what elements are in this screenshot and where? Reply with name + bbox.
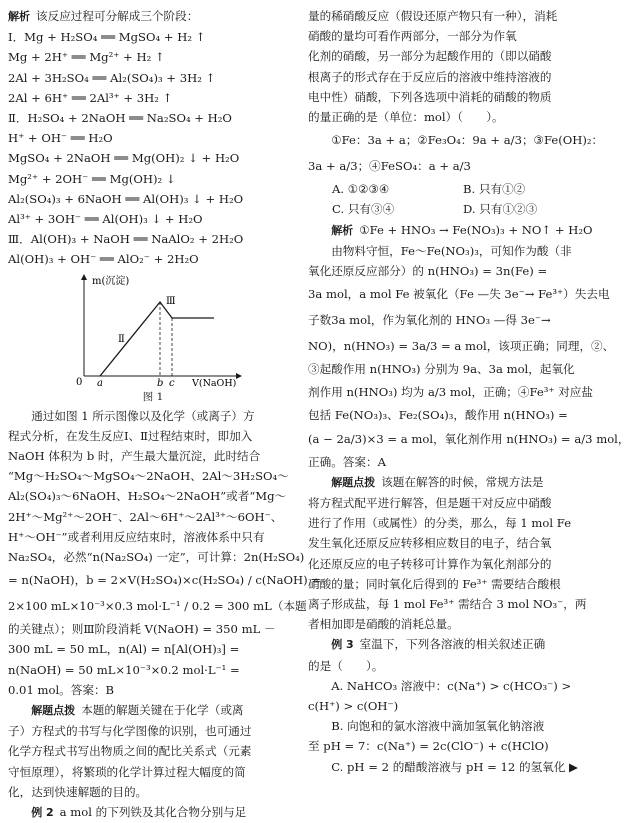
formula-line: 2×100 mL×10⁻³×0.3 mol·L⁻¹ / 0.2 = 300 mL（本题 (8, 599, 307, 614)
analysis-heading (8, 6, 298, 27)
choice-a: A. ①②③④ (332, 182, 390, 197)
analysis-intro: 该反应过程可分解成三个阶段： (36, 9, 199, 23)
example2-cont: 化剂的硝酸，另一部分为起酸作用的（即以硝酸 (308, 49, 552, 64)
tip-text-2: 该题在解答的时候，常规方法是 (381, 474, 544, 489)
paragraph-line: 通过如图 1 所示图像以及化学（或离子）方 (31, 408, 255, 423)
equation: Ⅱ．H₂SO₄ + 2NaOH ══ Na₂SO₄ + H₂O (8, 111, 232, 126)
paragraph-line: “Mg～H₂SO₄～MgSO₄～2NaOH、2Al～3H₂SO₄～ (8, 469, 289, 484)
option-line: A. NaHCO₃ 溶液中：c(Na⁺) > c(HCO₃⁻) > (331, 678, 572, 693)
paragraph-line: 300 mL = 50 mL，n(Al) = n[Al(OH)₃] = (8, 642, 240, 657)
choices-row (308, 179, 594, 199)
paragraph-line: 2H⁺～Mg²⁺～2OH⁻、2Al～6H⁺～2Al³⁺～6OH⁻、 (8, 509, 283, 524)
analysis-line: 氧化还原反应部分）的 n(HNO₃) = 3n(Fe) = (308, 264, 548, 279)
tip-line-2: 化还原反应的电子转移可计算作为氧化剂部分的 (308, 556, 552, 571)
paragraph-line: n(NaOH) = 50 mL×10⁻³×0.2 mol·L⁻¹ = (8, 662, 240, 677)
tip-line-2: 者相加即是硝酸的消耗总量。 (308, 617, 459, 632)
analysis-line: 由物料守恒，Fe～Fe(NO₃)₃，可知作为酸（非 (331, 243, 572, 258)
analysis-line: 正确。答案：A (308, 454, 386, 469)
tip-label: 解题点拨 (31, 704, 76, 718)
tip-line-2 (308, 472, 594, 493)
tick-a: a (97, 377, 103, 389)
analysis-label: 解析 (8, 10, 30, 23)
analysis-line: 包括 Fe(NO₃)₃、Fe₂(SO₄)₃，酸作用 n(HNO₃) = (308, 408, 568, 423)
figure-1 (8, 270, 298, 388)
equation: Al(OH)₃ + OH⁻ ══ AlO₂⁻ + 2H₂O (8, 252, 199, 267)
paragraph-line: 的关键点）；则Ⅲ阶段消耗 V(NaOH) = 350 mL － (8, 622, 276, 637)
tip-line-2: 将方程式配平进行解答，但是题干对反应中硝酸 (308, 496, 552, 511)
analysis-line: 子数3a mol，作为氧化剂的 HNO₃ —得 3e⁻→ (308, 313, 551, 328)
example3-label: 例 3 (331, 638, 354, 652)
choices-row (308, 199, 594, 219)
equation: MgSO₄ + 2NaOH ══ Mg(OH)₂ ↓ + H₂O (8, 151, 240, 166)
analysis-label-2: 解析 (331, 223, 354, 237)
example2-line (8, 802, 298, 823)
paragraph-line: Al₂(SO₄)₃～6NaOH、H₂SO₄～2NaOH”或者“Mg～ (8, 489, 287, 504)
figure-caption: 图 1 (142, 390, 164, 403)
paragraph-line: Na₂SO₄，必然“n(Na₂SO₄) 一定”，可计算：2n(H₂SO₄) (8, 550, 305, 565)
option-line: C. pH = 2 的醋酸溶液与 pH = 12 的氢氧化 ▶ (331, 759, 578, 774)
equation: Mg + 2H⁺ ══ Mg²⁺ + H₂ ↑ (8, 50, 165, 65)
tick-c: c (169, 377, 175, 389)
tip-label-2: 解题点拨 (331, 475, 376, 489)
equation: Al³⁺ + 3OH⁻ ══ Al(OH)₃ ↓ + H₂O (8, 212, 203, 227)
y-axis-arrow (81, 274, 87, 280)
paragraph-line: NaOH 体积为 b 时，产生最大量沉淀，此时结合 (8, 449, 261, 464)
origin-label: 0 (76, 376, 83, 388)
equation: Ⅰ．Mg + H₂SO₄ ══ MgSO₄ + H₂ ↑ (8, 30, 206, 45)
x-axis-arrow (236, 373, 242, 379)
example2-label: 例 2 (31, 806, 54, 820)
y-axis-label: m(沉淀) (92, 275, 130, 287)
tick-b: b (157, 377, 164, 389)
equation: Al₂(SO₄)₃ + 6NaOH ══ Al(OH)₃ ↓ + H₂O (8, 191, 244, 206)
left-column (8, 6, 322, 823)
tip-text: 本题的解题关键在于化学（或离 (81, 703, 244, 718)
paragraph-line: 程式分析，在发生反应Ⅰ、Ⅱ过程结束时，即加入 (8, 428, 253, 443)
segment-label-ii: Ⅱ (118, 333, 125, 345)
equation: 2Al + 6H⁺ ══ 2Al³⁺ + 3H₂ ↑ (8, 90, 173, 105)
formula-line: = n(NaOH)，b = 2×V(H₂SO₄)×c(H₂SO₄) / c(NaOH) = (8, 573, 322, 588)
choice-c: C. 只有③④ (332, 202, 395, 217)
paragraph-line: 0.01 mol。答案：B (8, 682, 115, 697)
analysis-line: 3a mol，a mol Fe 被氧化（Fe —失 3e⁻→ Fe³⁺）失去电 (308, 287, 610, 302)
option-line: c(H⁺) > c(OH⁻) (308, 699, 399, 714)
tip-line-2: 发生氧化还原反应转移相应数目的电子，结合氧 (308, 536, 552, 551)
analysis-line: NO)，n(HNO₃) = 3a/3 = a mol，该项正确；同理，②、 (308, 339, 615, 354)
example2-cont: 的量正确的是（单位：mol）（ ）。 (308, 110, 504, 125)
tip-line: 守恒原理），将繁琐的化学计算过程大幅度的简 (8, 764, 246, 779)
example2-cont: 根离子的形式存在于反应后的溶液中维持溶液的 (308, 69, 552, 84)
choice-d: D. 只有①②③ (463, 202, 538, 217)
analysis-line: 剂作用 n(HNO₃) 均为 a/3 mol，正确；④Fe³⁺ 对应盐 (308, 385, 593, 400)
tip-line: 化学方程式书写出物质之间的配比关系式（元素 (8, 744, 252, 759)
equation: Ⅲ．Al(OH)₃ + NaOH ══ NaAlO₂ + 2H₂O (8, 232, 244, 247)
options-line: ①Fe：3a + a；②Fe₃O₄：9a + a/3；③Fe(OH)₂： (331, 133, 604, 148)
equation: H⁺ + OH⁻ ══ H₂O (8, 131, 113, 146)
paragraph-line: H⁺～OH⁻”或者利用反应结束时，溶液体系中只有 (8, 529, 265, 544)
example3-line (308, 634, 594, 655)
tip-line-2: 进行了作用（或属性）的分类，那么，每 1 mol Fe (308, 516, 572, 531)
equation: 2Al + 3H₂SO₄ ══ Al₂(SO₄)₃ + 3H₂ ↑ (8, 70, 216, 85)
analysis-line (308, 220, 594, 241)
example2-cont: 硝酸的量均可看作两部分，一部分为作氧 (308, 29, 517, 44)
segment-label-iii: Ⅲ (166, 295, 176, 307)
tip-line (8, 700, 298, 721)
right-column (308, 6, 629, 777)
analysis-line: (a − 2a/3)×3 = a mol，氧化剂作用 n(HNO₃) = a/3 mol， (308, 431, 629, 446)
example2-cont: 量的稀硝酸反应（假设还原产物只有一种），消耗 (308, 9, 558, 23)
tip-line-2: 硝酸的量；同时氧化后得到的 Fe³⁺ 需要结合酸根 (308, 576, 561, 591)
equation: Mg²⁺ + 2OH⁻ ══ Mg(OH)₂ ↓ (8, 171, 176, 186)
example3-text: 室温下，下列各溶液的相关叙述正确 (359, 637, 546, 652)
analysis-line: ③起酸作用 n(HNO₃) 分别为 9a、3a mol，起氧化 (308, 362, 575, 377)
precipitate-graph (64, 272, 244, 388)
example3-line: 的是（ ）。 (308, 658, 384, 673)
x-axis-label: V(NaOH) (192, 377, 237, 389)
example2-cont: 电中性）硝酸，下列各选项中消耗的硝酸的物质 (308, 89, 552, 104)
option-line: 至 pH = 7：c(Na⁺) = 2c(ClO⁻) + c(HClO) (308, 739, 549, 754)
example2-text: a mol 的下列铁及其化合物分别与足 (59, 805, 247, 820)
tip-line: 化，达到快速解题的目的。 (8, 784, 148, 799)
tip-line-2: 离子形成盐，每 1 mol Fe³⁺ 需结合 3 mol NO₃⁻，两 (308, 597, 587, 612)
option-line: B. 向饱和的氯水溶液中滴加氢氧化钠溶液 (331, 719, 545, 734)
choice-b: B. 只有①② (463, 182, 526, 197)
tip-line: 子）方程式的书写与化学图像的识别，也可通过 (8, 724, 252, 739)
options-line: 3a + a/3；④FeSO₄：a + a/3 (308, 159, 471, 174)
analysis-text: ①Fe + HNO₃ → Fe(NO₃)₃ + NO↑ + H₂O (359, 222, 593, 237)
